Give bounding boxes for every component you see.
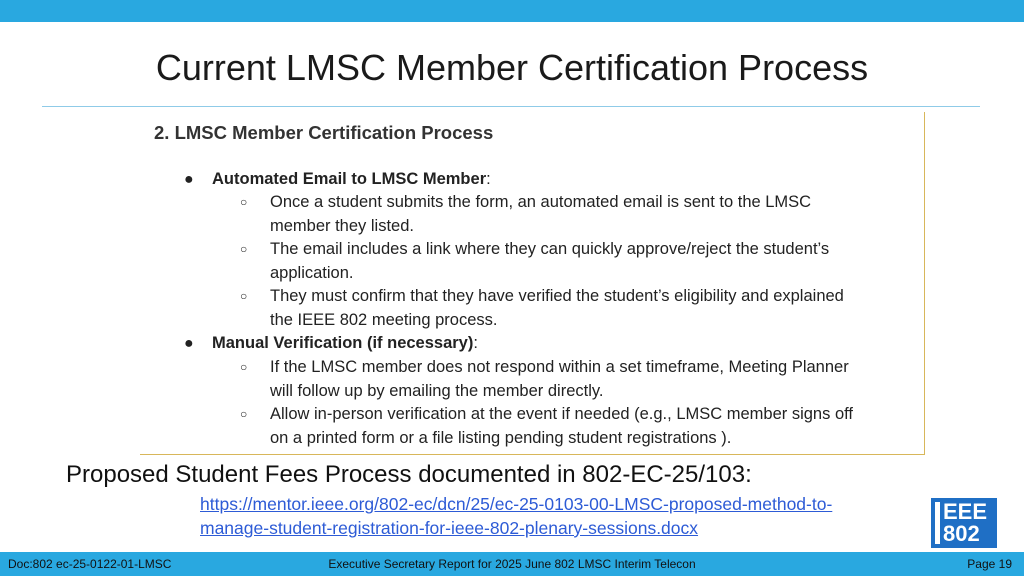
- sub-line: The email includes a link where they can quickly approve/reject the student’s: [270, 240, 830, 258]
- sub-line: application.: [270, 263, 354, 282]
- footer-report-title: Executive Secretary Report for 2025 June 802 LMSC Interim Telecon: [328, 557, 696, 571]
- bullet-manual-verification: [184, 332, 478, 356]
- bullet-label: Manual Verification (if necessary): [212, 334, 474, 352]
- bullet-suffix: :: [486, 170, 491, 188]
- bullet-automated-email: [184, 168, 491, 192]
- logo-line-2: 802: [943, 521, 980, 546]
- top-accent-bar: [0, 0, 1024, 22]
- circle-bullet-icon: ○: [240, 360, 248, 374]
- slide-title: Current LMSC Member Certification Process: [155, 47, 869, 88]
- sub-item: [240, 356, 910, 403]
- logo-line-1: EEE: [943, 499, 988, 524]
- footer-doc-id: Doc:802 ec-25-0122-01-LMSC: [8, 557, 172, 571]
- sub-item: [240, 285, 910, 332]
- footer-page-number: Page 19: [967, 557, 1012, 571]
- sub-line: will follow up by emailing the member directly.: [270, 381, 604, 400]
- sub-line: on a printed form or a file listing pending student registrations ).: [270, 428, 732, 447]
- logo-bar: [935, 502, 940, 544]
- bullet-dot-icon: ●: [184, 171, 194, 188]
- link-line[interactable]: manage-student-registration-for-ieee-802-plenary-sessions.docx: [200, 518, 699, 538]
- sub-item: [240, 403, 910, 450]
- sub-line: the IEEE 802 meeting process.: [270, 310, 498, 329]
- excerpt-heading: 2. LMSC Member Certification Process: [154, 122, 494, 143]
- bullet-suffix: :: [473, 334, 478, 352]
- sub-line: Once a student submits the form, an automated email is sent to the LMSC: [270, 193, 812, 211]
- document-excerpt: [140, 112, 925, 455]
- circle-bullet-icon: ○: [240, 195, 248, 209]
- link-line[interactable]: https://mentor.ieee.org/802-ec/dcn/25/ec-25-0103-00-LMSC-proposed-method-to-: [200, 494, 833, 514]
- circle-bullet-icon: ○: [240, 242, 248, 256]
- footer-bar: [0, 552, 1024, 576]
- sub-line: member they listed.: [270, 216, 414, 235]
- circle-bullet-icon: ○: [240, 289, 248, 303]
- title-divider: [42, 106, 980, 107]
- circle-bullet-icon: ○: [240, 407, 248, 421]
- sub-item: [240, 238, 910, 285]
- bullet-label: Automated Email to LMSC Member: [212, 170, 487, 188]
- proposal-document-link[interactable]: [200, 492, 920, 540]
- bullet-dot-icon: ●: [184, 335, 194, 352]
- sub-item: [240, 191, 910, 238]
- proposed-process-text: Proposed Student Fees Process documented in 802-EC-25/103:: [66, 461, 752, 488]
- sub-line: If the LMSC member does not respond within a set timeframe, Meeting Planner: [270, 358, 849, 376]
- sub-line: They must confirm that they have verified the student’s eligibility and explained: [270, 287, 844, 305]
- ieee-802-logo: [931, 498, 997, 548]
- sub-line: Allow in-person verification at the event if needed (e.g., LMSC member signs off: [270, 405, 853, 423]
